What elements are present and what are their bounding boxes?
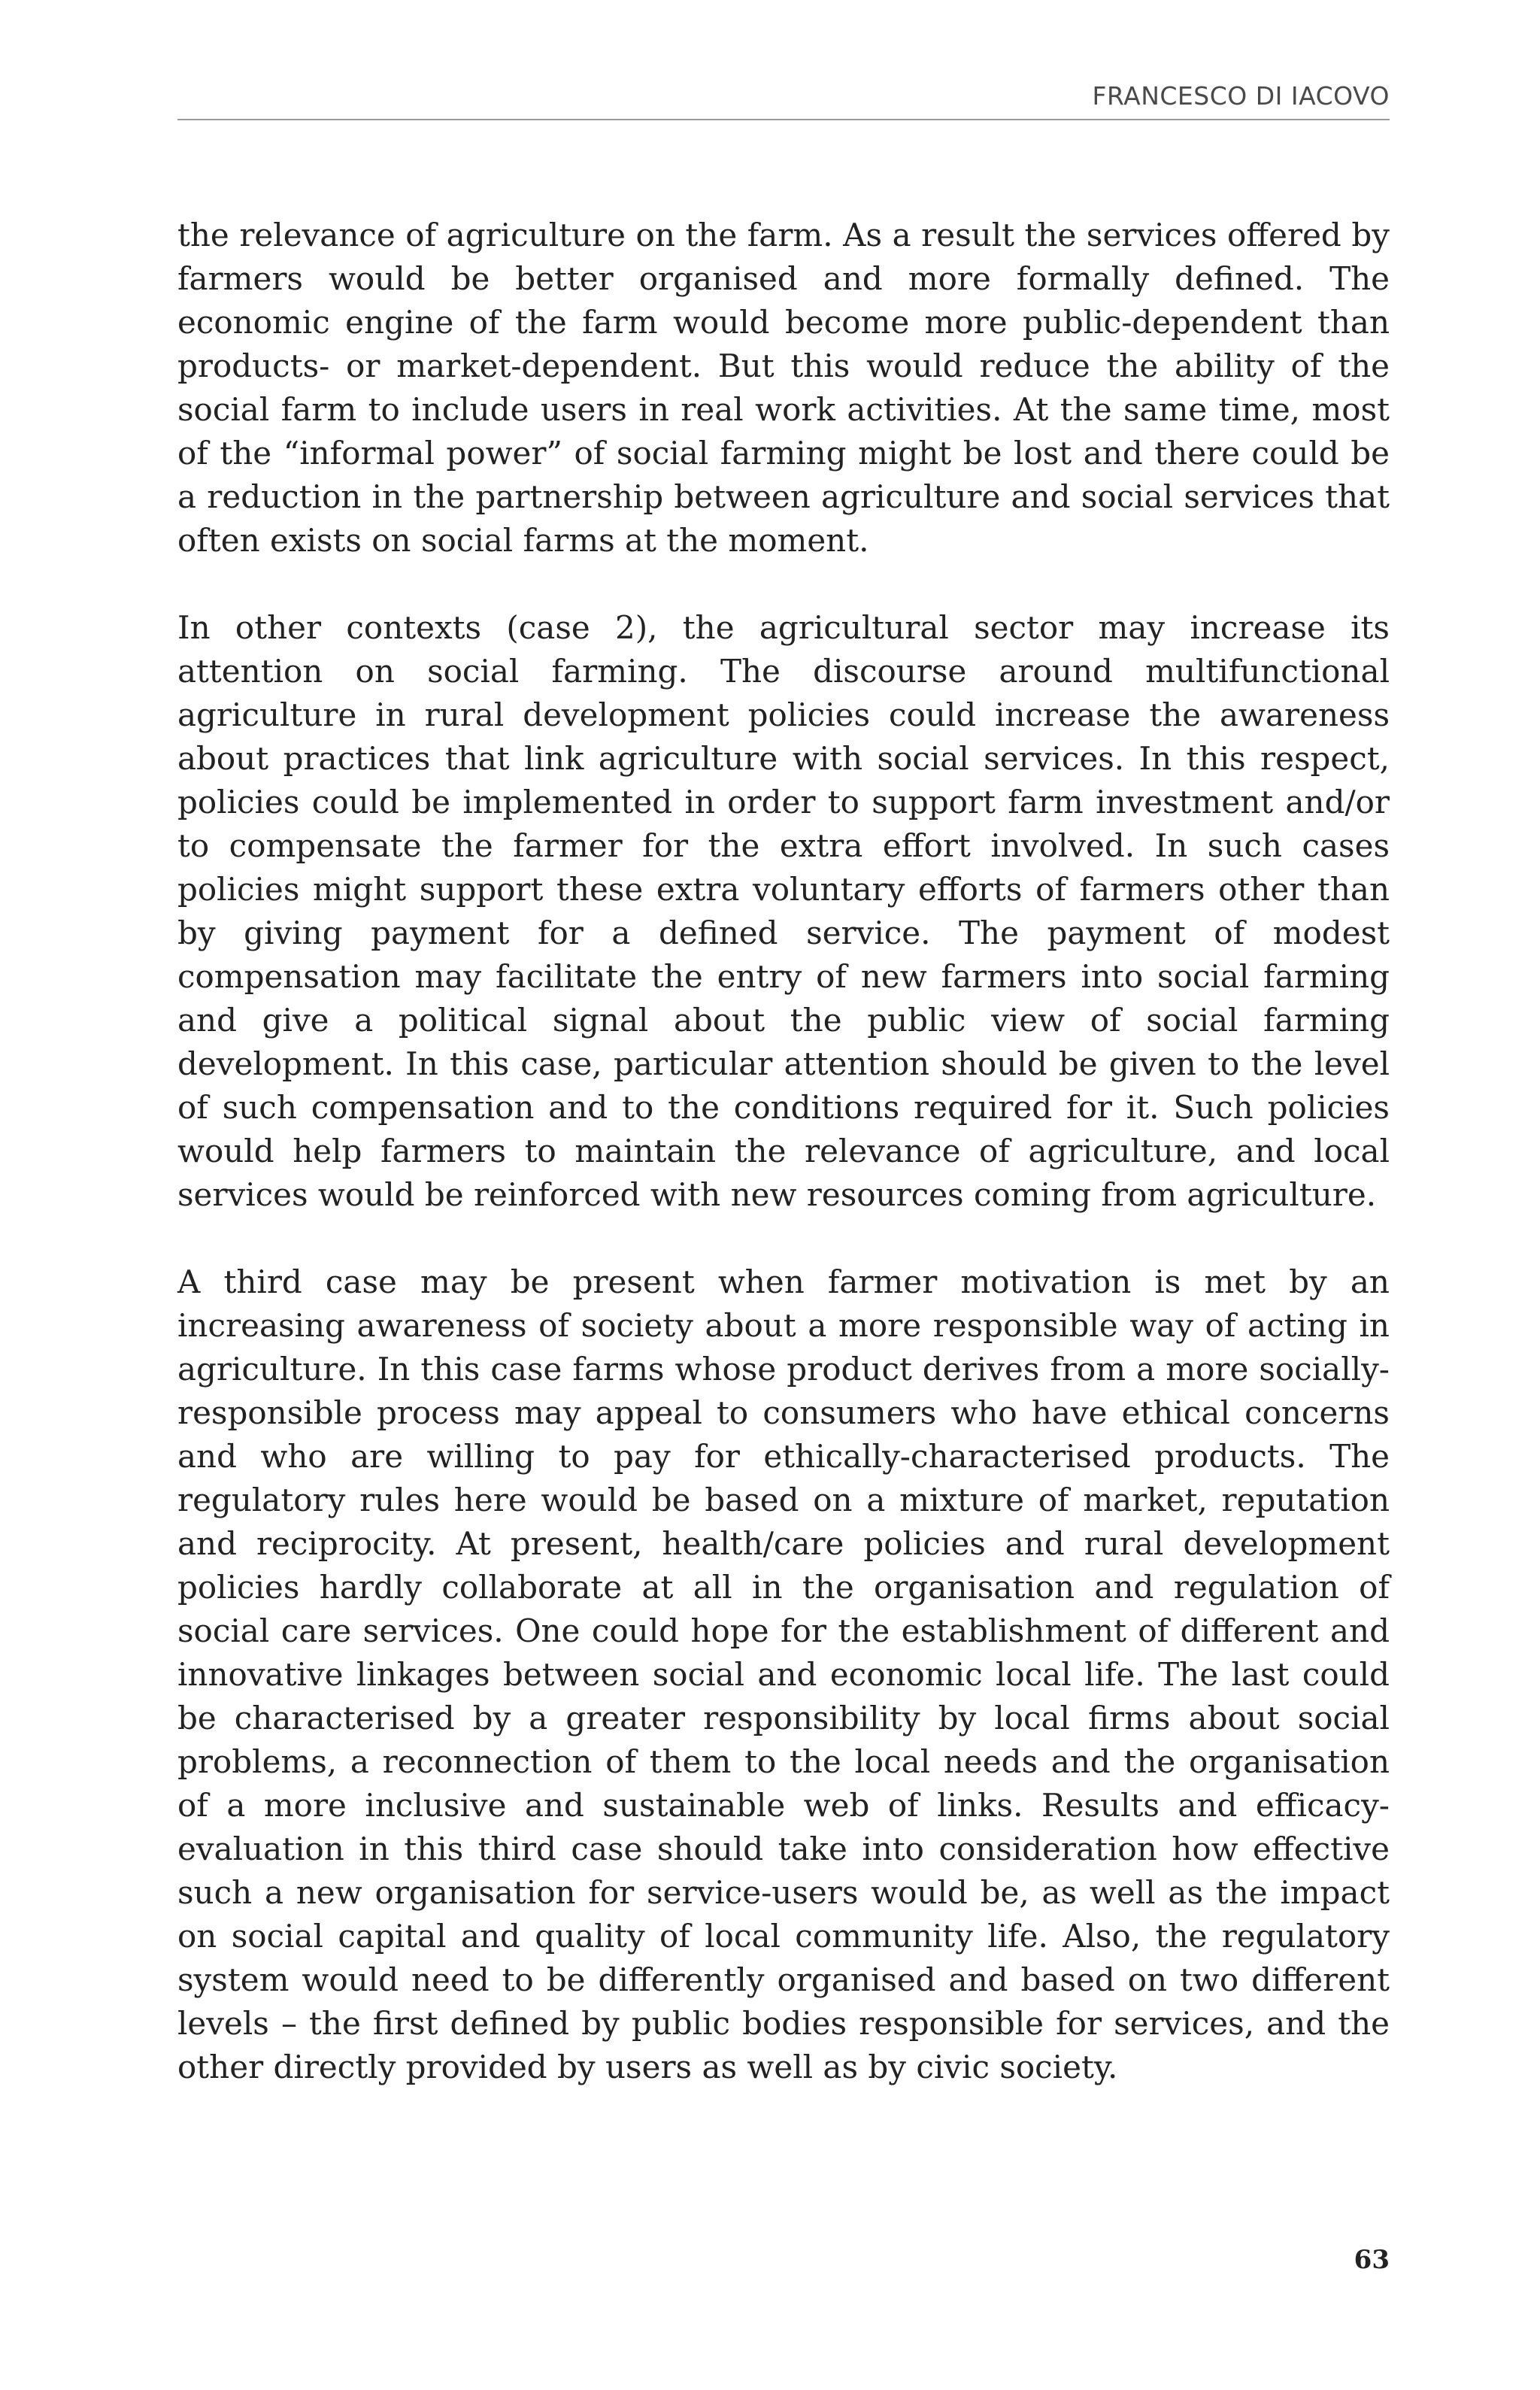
paragraph-3: A third case may be present when farmer motivation is met by an increasing awareness of society about a more responsible way of acting in agriculture. In this case farms whose product derives from a more socially-responsible process may appeal to consumers who have ethical concerns and who are willing to pay for ethically-characterised products. The regulatory rules here would be based on a mixture of market, reputation and reciprocity. At present, health/care policies and rural development policies hardly collaborate at all in the organisation and regulation of social care services. One could hope for the establishment of different and innovative linkages between social and economic local life. The last could be characterised by a greater responsibility by local firms about social problems, a reconnection of them to the local needs and the organisation of a more inclusive and sustainable web of links. Results and efficacy-evaluation in this third case should take into consideration how effective such a new organisation for service-users would be, as well as the impact on social capital and quality of local community life. Also, the regulatory system would need to be differently organised and based on two different levels – the first defined by public bodies responsible for services, and the other directly provided by users as well as by civic society.	[177, 1263, 1390, 2085]
body-text	[177, 214, 1390, 2133]
page-number: 63	[1354, 2245, 1390, 2275]
header-rule	[177, 119, 1390, 120]
running-header-author: FRANCESCO DI IACOVO	[1092, 81, 1390, 111]
paragraph-2: In other contexts (case 2), the agricultural sector may increase its attention on social farming. The discourse around multifunctional agriculture in rural development policies could increase the awareness about practices that link agriculture with social services. In this respect, policies could be implemented in order to support farm investment and/or to compensate the farmer for the extra effort involved. In such cases policies might support these extra voluntary efforts of farmers other than by giving payment for a defined service. The payment of modest compensation may facilitate the entry of new farmers into social farming and give a political signal about the public view of social farming development. In this case, particular attention should be given to the level of such compensation and to the conditions required for it. Such policies would help farmers to maintain the relevance of agriculture, and local services would be reinforced with new resources coming from agriculture.	[177, 609, 1390, 1213]
paragraph-1: the relevance of agriculture on the farm. As a result the services offered by farmers would be better organised and more formally defined. The economic engine of the farm would become more public-dependent than products- or market-dependent. But this would reduce the ability of the social farm to include users in real work activities. At the same time, most of the “informal power” of social farming might be lost and there could be a reduction in the partnership between agriculture and social services that often exists on social farms at the moment.	[177, 217, 1390, 559]
